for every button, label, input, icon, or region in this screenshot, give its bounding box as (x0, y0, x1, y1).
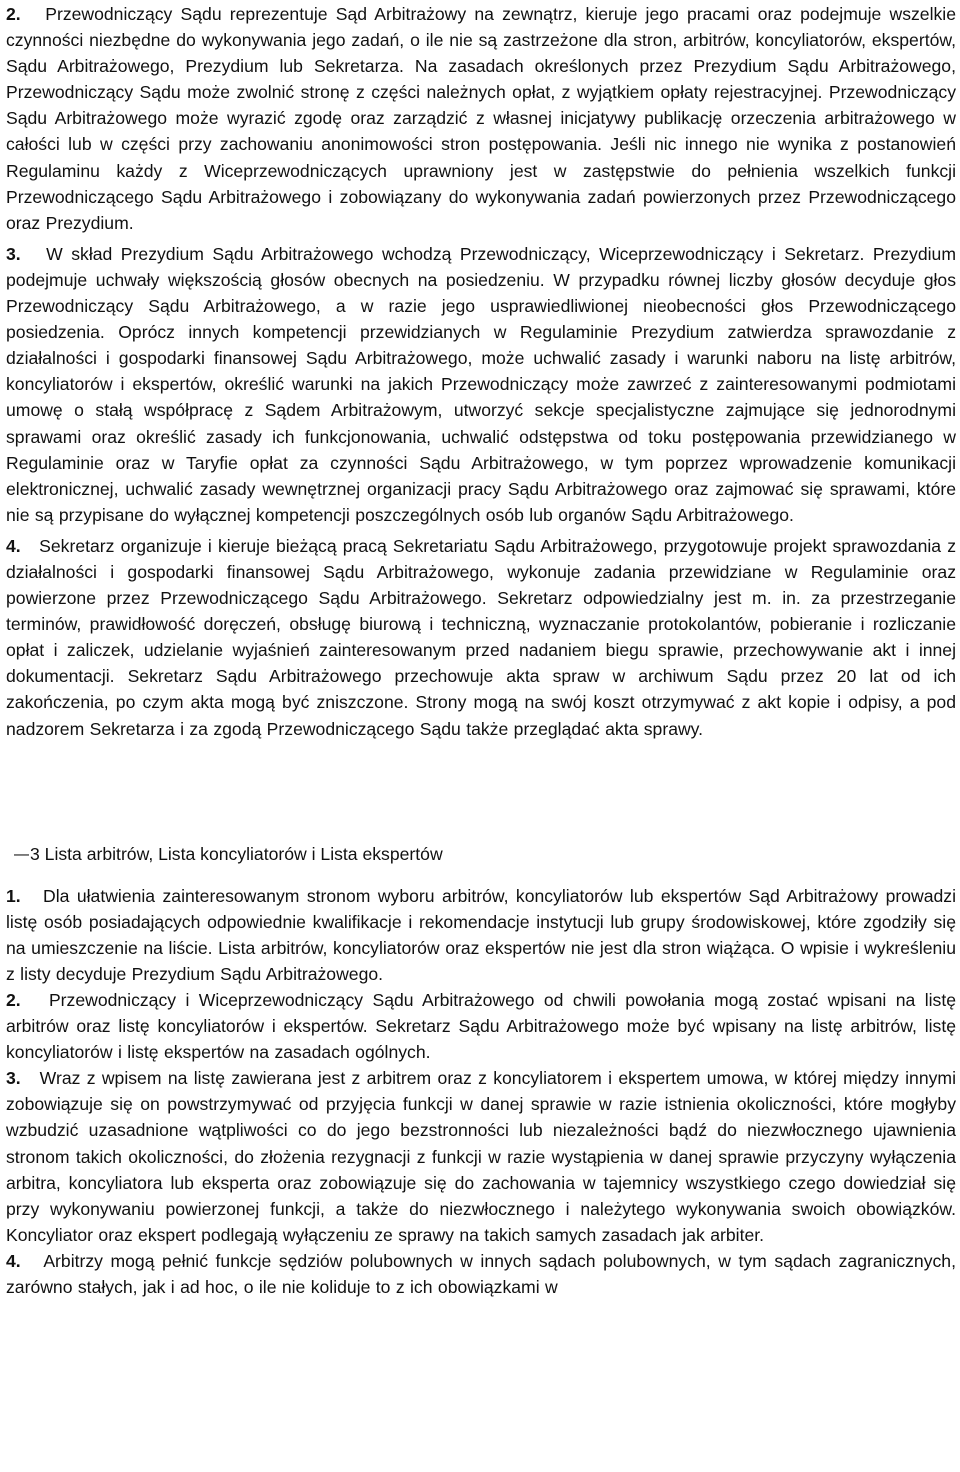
section-heading (6, 841, 956, 867)
paragraph-text: Wraz z wpisem na listę zawierana jest z arbitrem oraz z koncyliatorem i ekspertem umowa, w której między innymi zobowiązuje się on powstrzymywać od przyjęcia funkcji w danej sprawie w razie istnienia okoliczności, które mogłyby wzbudzić uzasadnione wątpliwości co do jego bezstronności lub niezależności bądź do niezwłocznego ujawnienia stronom takich okoliczności, do złożenia rezygnacji z funkcji w razie wystąpienia w danej sprawie przyczyny wyłączenia arbitra, koncyliatora lub eksperta oraz zobowiązuje się do zachowania w tajemnicy wszystkiego czego dowiedział się przy wykonywaniu powierzonej funkcji, a także do niezwłocznego i należytego wykonywania swoich obowiązków. Koncyliator oraz ekspert podlegają wyłączeniu ze sprawy na takich samych zasadach jak arbiter. (6, 1068, 956, 1245)
section-heading-text: 3 Lista arbitrów, Lista koncyliatorów i Lista ekspertów (30, 843, 443, 864)
paragraph-text: Przewodniczący Sądu reprezentuje Sąd Arbitrażowy na zewnątrz, kieruje jego pracami oraz podejmuje wszelkie czynności niezbędne do wykonywania jego zadań, o ile nie są zastrzeżone dla stron, arbitrów, koncyliatorów, ekspertów, Sądu Arbitrażowego, Prezydium lub Sekretarza. Na zasadach określonych przez Prezydium Sądu Arbitrażowego, Przewodniczący Sądu może zwolnić stronę z części należnych opłat, z wyjątkiem opłaty rejestracyjnej. Przewodniczący Sądu Arbitrażowego może wyrazić zgodę oraz zarządzić z własnej inicjatywy publikację orzeczenia arbitrażowego w całości lub w części przy zachowaniu anonimowości stron postępowania. Jeśli nic innego nie wynika z postanowień Regulaminu każdy z Wiceprzewodniczących uprawniony jest w zastępstwie do pełnienia wszelkich funkcji Przewodniczącego Sądu Arbitrażowego i zobowiązany do wykonywania zadań powierzonych przez Przewodniczącego oraz Prezydium. (6, 4, 956, 233)
paragraph-number: 2. (6, 4, 21, 24)
paragraph-4 (6, 533, 956, 742)
section3-paragraph-3 (6, 1065, 956, 1248)
list-bullet-icon: ― (14, 844, 29, 863)
paragraph-3 (6, 241, 956, 528)
paragraph-text: W skład Prezydium Sądu Arbitrażowego wchodzą Przewodniczący, Wiceprzewodniczący i Sekretarz. Prezydium podejmuje uchwały większością głosów obecnych na posiedzeniu. W przypadku równej liczby głosów decyduje głos Przewodniczący Sądu Arbitrażowego, a w razie jego usprawiedliwionej nieobecności głos Przewodniczącego posiedzenia. Oprócz innych kompetencji przewidzianych w Regulaminie Prezydium zatwierdza sprawozdanie z działalności i gospodarki finansowej Sądu Arbitrażowego, może uchwalić zasady i warunki naboru na listę arbitrów, koncyliatorów i ekspertów, określić warunki na jakich Przewodniczący może zawrzeć z zainteresowanymi podmiotami umowę o stałą współpracę z Sądem Arbitrażowym, utworzyć sekcje specjalistyczne zajmujące się jednorodnymi sprawami oraz określić zasady ich funkcjonowania, uchwalić odstępstwa od toku postępowania przewidzianego w Regulaminie oraz w Taryfie opłat za czynności Sądu Arbitrażowego, w tym poprzez wprowadzenie komunikacji elektronicznej, uchwalić zasady wewnętrznej organizacji pracy Sądu Arbitrażowego oraz zajmować się sprawami, które nie są przypisane do wyłącznej kompetencji poszczególnych osób lub organów Sądu Arbitrażowego. (6, 243, 956, 525)
section3-paragraph-1 (6, 883, 956, 987)
paragraph-2 (6, 0, 956, 236)
section3-paragraph-4 (6, 1248, 956, 1300)
paragraph-number: 3. (6, 1068, 21, 1089)
paragraph-text: Przewodniczący i Wiceprzewodniczący Sądu Arbitrażowego od chwili powołania mogą zostać wpisani na listę arbitrów oraz listę koncyliatorów i ekspertów. Sekretarz Sądu Arbitrażowego może być wpisany na listę arbitrów, listę koncyliatorów i listę ekspertów na zasadach ogólnych. (6, 990, 956, 1063)
paragraph-number: 3. (6, 243, 21, 264)
paragraph-number: 4. (6, 1250, 21, 1271)
paragraph-number: 2. (6, 990, 21, 1010)
section3-paragraph-2 (6, 987, 956, 1065)
paragraph-number: 1. (6, 885, 21, 906)
paragraph-text: Sekretarz organizuje i kieruje bieżącą pracą Sekretariatu Sądu Arbitrażowego, przygotowuje projekt sprawozdania z działalności i gospodarki finansowej Sądu Arbitrażowego, wykonuje zadania przewidziane w Regulaminie oraz powierzone przez Przewodniczącego Sądu Arbitrażowego. Sekretarz odpowiedzialny jest m. in. za przestrzeganie terminów, prawidłowość doręczeń, obsługę biurową i techniczną, wyznaczanie protokolantów, pobieranie i rozliczanie opłat i zaliczek, udzielanie wyjaśnień zainteresowanym przed nadaniem biegu sprawie, przechowywanie akt i innej dokumentacji. Sekretarz Sądu Arbitrażowego przechowuje akta spraw w archiwum Sądu przez 20 lat od ich zakończenia, po czym akta mogą być zniszczone. Strony mogą na swój koszt otrzymywać z akt kopie i odpisy, a pod nadzorem Sekretarza i za zgodą Przewodniczącego Sądu także przeglądać akta sprawy. (6, 535, 957, 739)
paragraph-number: 4. (6, 535, 21, 556)
paragraph-text: Arbitrzy mogą pełnić funkcje sędziów polubownych w innych sądach polubownych, w tym sądach zagranicznych, zarówno stałych, jak i ad hoc, o ile nie koliduje to z ich obowiązkami w (6, 1250, 956, 1298)
paragraph-text: Dla ułatwienia zainteresowanym stronom wyboru arbitrów, koncyliatorów lub ekspertów Sąd Arbitrażowy prowadzi listę osób posiadających odpowiednie kwalifikacje i rekomendacje instytucji lub grupy środowiskowej, które zgodziły się na umieszczenie na liście. Lista arbitrów, koncyliatorów oraz ekspertów nie jest dla stron wiążąca. O wpisie i wykreśleniu z listy decyduje Prezydium Sądu Arbitrażowego. (6, 885, 956, 984)
